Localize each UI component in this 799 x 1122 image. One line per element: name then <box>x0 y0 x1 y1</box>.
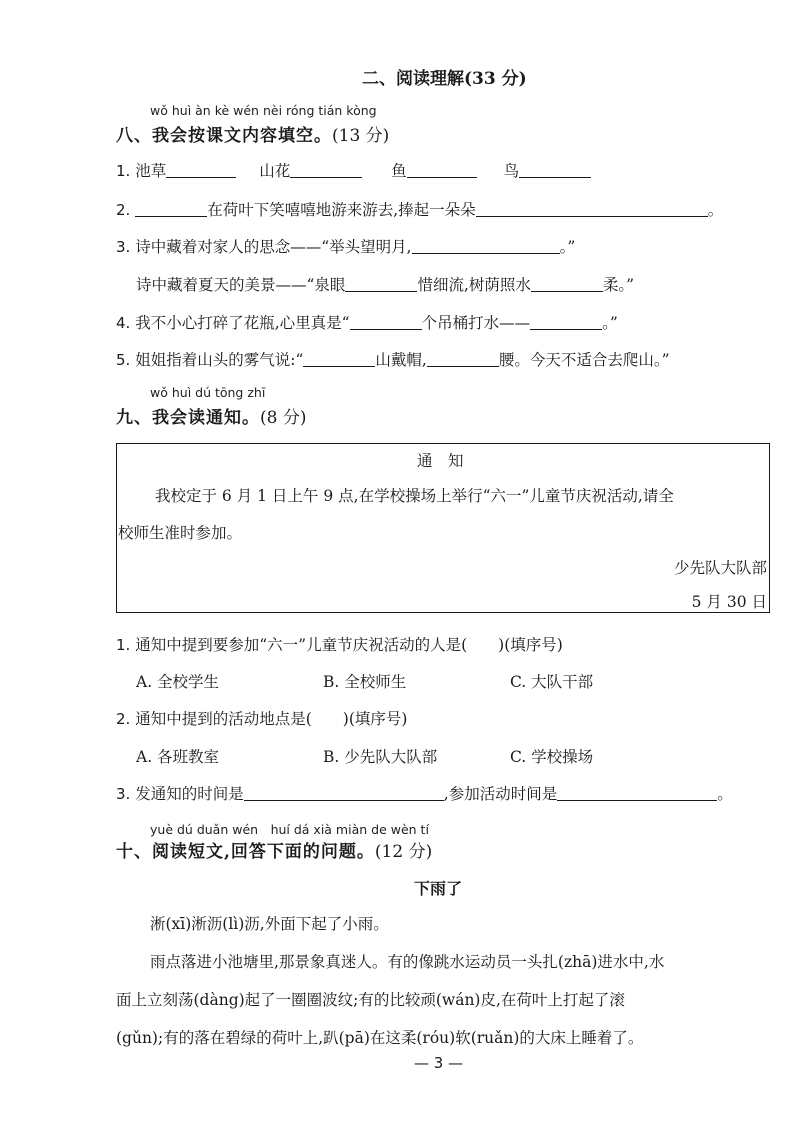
q9-sub-2-option-c[interactable]: C. 学校操场 <box>510 748 594 766</box>
q9-sub-1-option-c[interactable]: C. 大队干部 <box>510 673 594 691</box>
text: 姐姐指着山头的雾气说:“ <box>135 351 304 369</box>
q8-line-2 <box>116 198 723 220</box>
q9-heading-text: 九、我会读通知。 <box>116 408 260 428</box>
q9-pinyin: wǒ huì dú tōng zhī <box>150 385 266 400</box>
item-number: 2. <box>116 201 131 219</box>
section-title: 二、阅读理解(33 分) <box>362 69 527 89</box>
blank-2[interactable] <box>557 785 717 801</box>
q8-line-4 <box>116 311 618 333</box>
question-text: 通知中提到要参加“六一”儿童节庆祝活动的人是( )(填序号) <box>135 636 563 654</box>
q8-line-1 <box>116 159 591 181</box>
q10-points: (12 分) <box>374 842 433 862</box>
q10-heading <box>116 837 432 862</box>
item-number: 4. <box>116 314 131 332</box>
text: 腰。今天不适合去爬山。” <box>498 351 670 369</box>
item-number: 1. <box>116 636 131 654</box>
text: 鱼 <box>391 162 407 180</box>
q9-heading <box>116 403 306 428</box>
q8-points: (13 分) <box>332 126 390 146</box>
blank-2[interactable] <box>290 162 362 178</box>
text: 鸟 <box>503 162 520 180</box>
q9-sub-1 <box>116 633 563 655</box>
blank-1[interactable] <box>412 238 560 254</box>
q8-line-3b <box>136 273 634 295</box>
item-number: 5. <box>116 351 131 369</box>
blank-1[interactable] <box>166 162 236 178</box>
notice-date: 5 月 30 日 <box>691 593 767 611</box>
text: 在荷叶下笑嘻嘻地游来游去,捧起一朵朵 <box>207 201 476 219</box>
text: ,参加活动时间是 <box>443 785 558 803</box>
blank-2[interactable] <box>427 351 499 367</box>
story-paragraph-2-line-3: (gǔn);有的落在碧绿的荷叶上,趴(pā)在这柔(róu)软(ruǎn)的大床上睡着了。 <box>116 1029 644 1047</box>
text: 诗中藏着对家人的思念——“举头望明月, <box>135 238 412 256</box>
item-number: 2. <box>116 710 131 728</box>
item-number: 3. <box>116 785 131 803</box>
text: 山花 <box>259 162 291 180</box>
question-text: 通知中提到的活动地点是( )(填序号) <box>135 710 408 728</box>
q9-sub-2 <box>116 707 407 729</box>
q9-sub-1-option-b[interactable]: B. 全校师生 <box>323 673 407 691</box>
q10-pinyin: yuè dú duǎn wén huí dá xià miàn de wèn tí <box>150 822 429 837</box>
blank-3[interactable] <box>407 162 477 178</box>
text: 我不小心打碎了花瓶,心里真是“ <box>135 314 350 332</box>
notice-signer: 少先队大队部 <box>673 559 767 577</box>
blank-2[interactable] <box>531 276 603 292</box>
text: 池草 <box>135 162 167 180</box>
text: 。 <box>707 201 724 219</box>
blank-2[interactable] <box>530 314 602 330</box>
story-paragraph-1: 淅(xī)淅沥(lì)沥,外面下起了小雨。 <box>150 915 389 933</box>
page-number: — 3 — <box>414 1054 464 1072</box>
q9-sub-2-option-b[interactable]: B. 少先队大队部 <box>323 748 438 766</box>
q9-points: (8 分) <box>260 408 307 428</box>
q10-heading-text: 十、阅读短文,回答下面的问题。 <box>116 842 375 862</box>
notice-body-line-2: 校师生准时参加。 <box>118 524 243 542</box>
blank-1[interactable] <box>244 785 444 801</box>
story-paragraph-2-line-2: 面上立刻荡(dàng)起了一圈圈波纹;有的比较顽(wán)皮,在荷叶上打起了滚 <box>116 991 625 1009</box>
text: 诗中藏着夏天的美景——“泉眼 <box>136 276 346 294</box>
text: 。 <box>717 785 733 803</box>
q8-line-5 <box>116 348 670 370</box>
notice-title: 通 知 <box>417 452 464 470</box>
q9-sub-3 <box>116 782 733 804</box>
q8-heading <box>116 121 389 146</box>
blank-1[interactable] <box>303 351 375 367</box>
story-title: 下雨了 <box>414 879 463 898</box>
item-number: 1. <box>116 162 131 180</box>
q9-sub-1-option-a[interactable]: A. 全校学生 <box>136 673 220 691</box>
item-number: 3. <box>116 238 131 256</box>
story-paragraph-2-line-1: 雨点落进小池塘里,那景象真迷人。有的像跳水运动员一头扎(zhā)进水中,水 <box>150 953 665 971</box>
blank-2[interactable] <box>476 201 708 217</box>
q9-sub-2-option-a[interactable]: A. 各班教室 <box>136 748 220 766</box>
text: 。” <box>559 238 576 256</box>
notice-box <box>116 443 770 613</box>
text: 个吊桶打水—— <box>421 314 531 332</box>
text: 山戴帽, <box>375 351 427 369</box>
text: 发通知的时间是 <box>135 785 244 803</box>
text: 。” <box>602 314 618 332</box>
blank-4[interactable] <box>519 162 591 178</box>
text: 柔。” <box>602 276 635 294</box>
q8-pinyin: wǒ huì àn kè wén nèi róng tián kòng <box>150 103 377 118</box>
blank-1[interactable] <box>350 314 422 330</box>
q8-heading-text: 八、我会按课文内容填空。 <box>116 126 332 146</box>
blank-1[interactable] <box>345 276 417 292</box>
q8-line-3 <box>116 235 575 257</box>
notice-body-line-1: 我校定于 6 月 1 日上午 9 点,在学校操场上举行“六一”儿童节庆祝活动,请全 <box>155 487 674 505</box>
blank-1[interactable] <box>135 201 207 217</box>
text: 惜细流,树荫照水 <box>417 276 531 294</box>
